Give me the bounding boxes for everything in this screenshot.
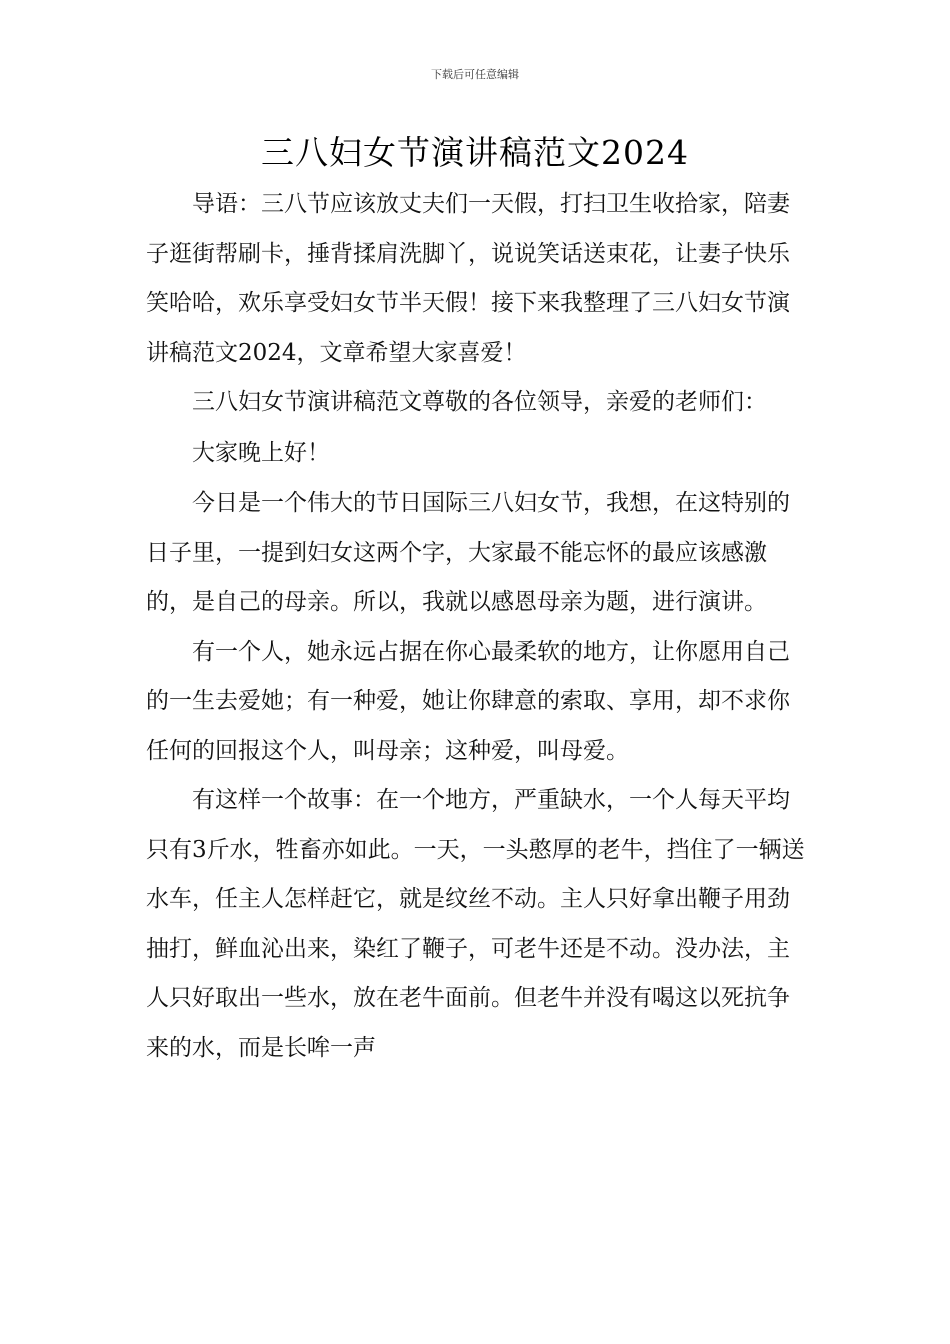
paragraph-mother-love: 有一个人，她永远占据在你心最柔软的地方，让你愿用自己的一生去爱她；有一种爱，她让你肆意的索取、享用，却不求你任何的回报这个人，叫母亲；这种爱，叫母爱。 [146,638,790,764]
paragraph-opening: 今日是一个伟大的节日国际三八妇女节，我想，在这特别的日子里，一提到妇女这两个字，大家最不能忘怀的最应该感激的，是自己的母亲。所以，我就以感恩母亲为题，进行演讲。 [146,490,790,615]
paragraph-greeting: 大家晚上好！ [192,439,330,466]
document-body [146,180,810,1073]
header-note: 下载后可任意编辑 [431,68,519,81]
paragraph-salutation: 三八妇女节演讲稿范文尊敬的各位领导，亲爱的老师们： [192,389,767,415]
paragraph-story: 有这样一个故事：在一个地方，严重缺水，一个人每天平均只有3斤水，牲畜亦如此。一天，一头憨厚的老牛，挡住了一辆送水车，任主人怎样赶它，就是纹丝不动。主人只好拿出鞭子用劲抽打，鲜血沁出来，染红了鞭子，可老牛还是不动。没办法，主人只好取出一些水，放在老牛面前。但老牛并没有喝这以死抗争来的水，而是长哞一声 [146,787,805,1061]
paragraph-intro: 导语：三八节应该放丈夫们一天假，打扫卫生收拾家，陪妻子逛街帮刷卡，捶背揉肩洗脚丫，说说笑话送束花，让妻子快乐笑哈哈，欢乐享受妇女节半天假！接下来我整理了三八妇女节演讲稿范文2024，文章希望大家喜爱！ [146,191,790,366]
document-title: 三八妇女节演讲稿范文2024 [261,133,689,172]
